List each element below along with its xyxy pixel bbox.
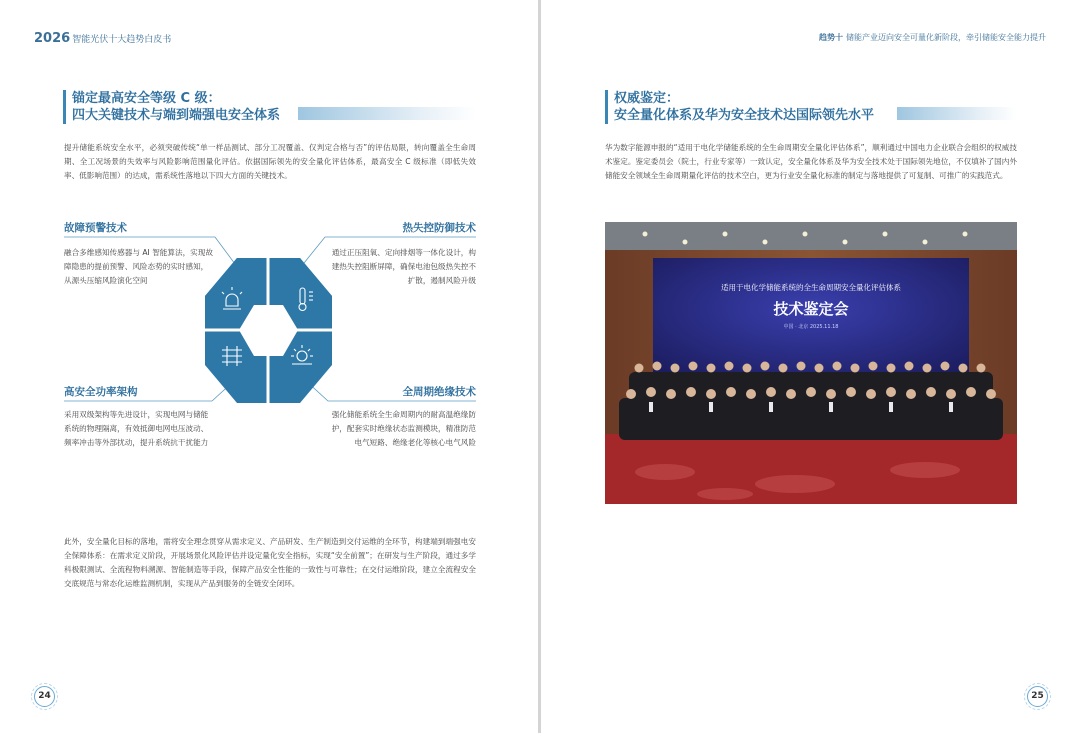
banner-line1: 适用于电化学储能系统的全生命周期安全量化评估体系 [721,283,901,292]
feature-title-thermal-defense: 热失控防御技术 [402,222,476,234]
feature-text-fault-warning: 融合多维感知传感器与 AI 智能算法，实现故障隐患的提前预警、风险态势的实时感知，从源头压缩风险演化空间 [64,248,213,285]
feature-text-thermal-defense: 通过正压阻氧、定向排烟等一体化设计，构建热失控阻断屏障，确保电池包级热失控不扩散，遏制风险升级 [331,248,476,285]
page-number: 24 [34,686,55,707]
photo-illustration [605,222,1017,504]
feature-text-insulation: 强化储能系统全生命周期内的耐高温绝缘防护，配套实时绝缘状态监测模块，精准防范电气短路、绝缘老化等核心电气风险 [331,410,476,447]
stage-backdrop [653,258,969,384]
feature-title-insulation: 全周期绝缘技术 [402,386,476,398]
running-header-right: 趋势十 储能产业迈向安全可量化新阶段，牵引储能安全能力提升 [819,33,1046,42]
page-number: 25 [1027,686,1048,707]
title-decoration-bar [897,107,1017,120]
banner-small: 中国 · 北京 2025.11.18 [783,324,839,330]
right-page [541,0,1080,733]
body-paragraph: 华为数字能源申报的“适用于电化学储能系统的全生命周期安全量化评估体系”，顺利通过中国电力企业联合会组织的权威技术鉴定。鉴定委员会（院士，行业专家等）一致认定，安全量化体系及华为安全技术处于国际领先地位，不仅填补了国内外储能安全领域全生命周期量化评估的技术空白，更为行业安全量化标准的制定与落地提供了可复制、可推广的实践范式。 [605,143,1017,180]
running-header-left: 2026 智能光伏十大趋势白皮书 [34,31,172,46]
intro-paragraph: 提升储能系统安全水平，必须突破传统“单一样品测试、部分工况覆盖、仅判定合格与否”的评估局限，转向覆盖全生命周期、全工况场景的失效率与风险影响范围量化评估。依据国际领先的安全量化评估体系，最高安全 C 级标准（即低失效率、低影响范围）的达成，需系统性落地以下四大方面的关键技术。 [64,143,476,180]
appraisal-meeting-photo [605,222,1017,504]
left-page [0,0,538,733]
outro-paragraph: 此外，安全量化目标的落地，需将安全理念贯穿从需求定义、产品研发、生产制造到交付运维的全环节，构建端到端强电安全保障体系：在需求定义阶段，开展场景化风险评估并设定量化安全指标，实现“安全前置”；在研发与生产阶段，通过多学科极限测试、全流程物料溯源、智能制造等手段，保障产品安全性能的一致性与可靠性；在交付运维阶段，建立全流程安全交底规范与常态化运维监测机制，实现从产品到服务的全链安全闭环。 [64,537,476,588]
hexagon-diagram [0,0,538,733]
group-of-people [619,362,1003,441]
banner-line2: 技术鉴定会 [773,300,849,318]
feature-title-fault-warning: 故障预警技术 [64,222,127,234]
feature-text-power-architecture: 采用双级架构等先进设计，实现电网与储能系统的物理隔离，有效抵御电网电压波动、频率冲击等外部扰动，提升系统抗干扰能力 [64,410,209,447]
section-title: 权威鉴定： 安全量化体系及华为安全技术达国际领先水平 [605,90,874,124]
feature-title-power-architecture: 高安全功率架构 [64,386,138,398]
section-title: 锚定最高安全等级 C 级： 四大关键技术与端到端强电安全体系 [63,90,280,124]
